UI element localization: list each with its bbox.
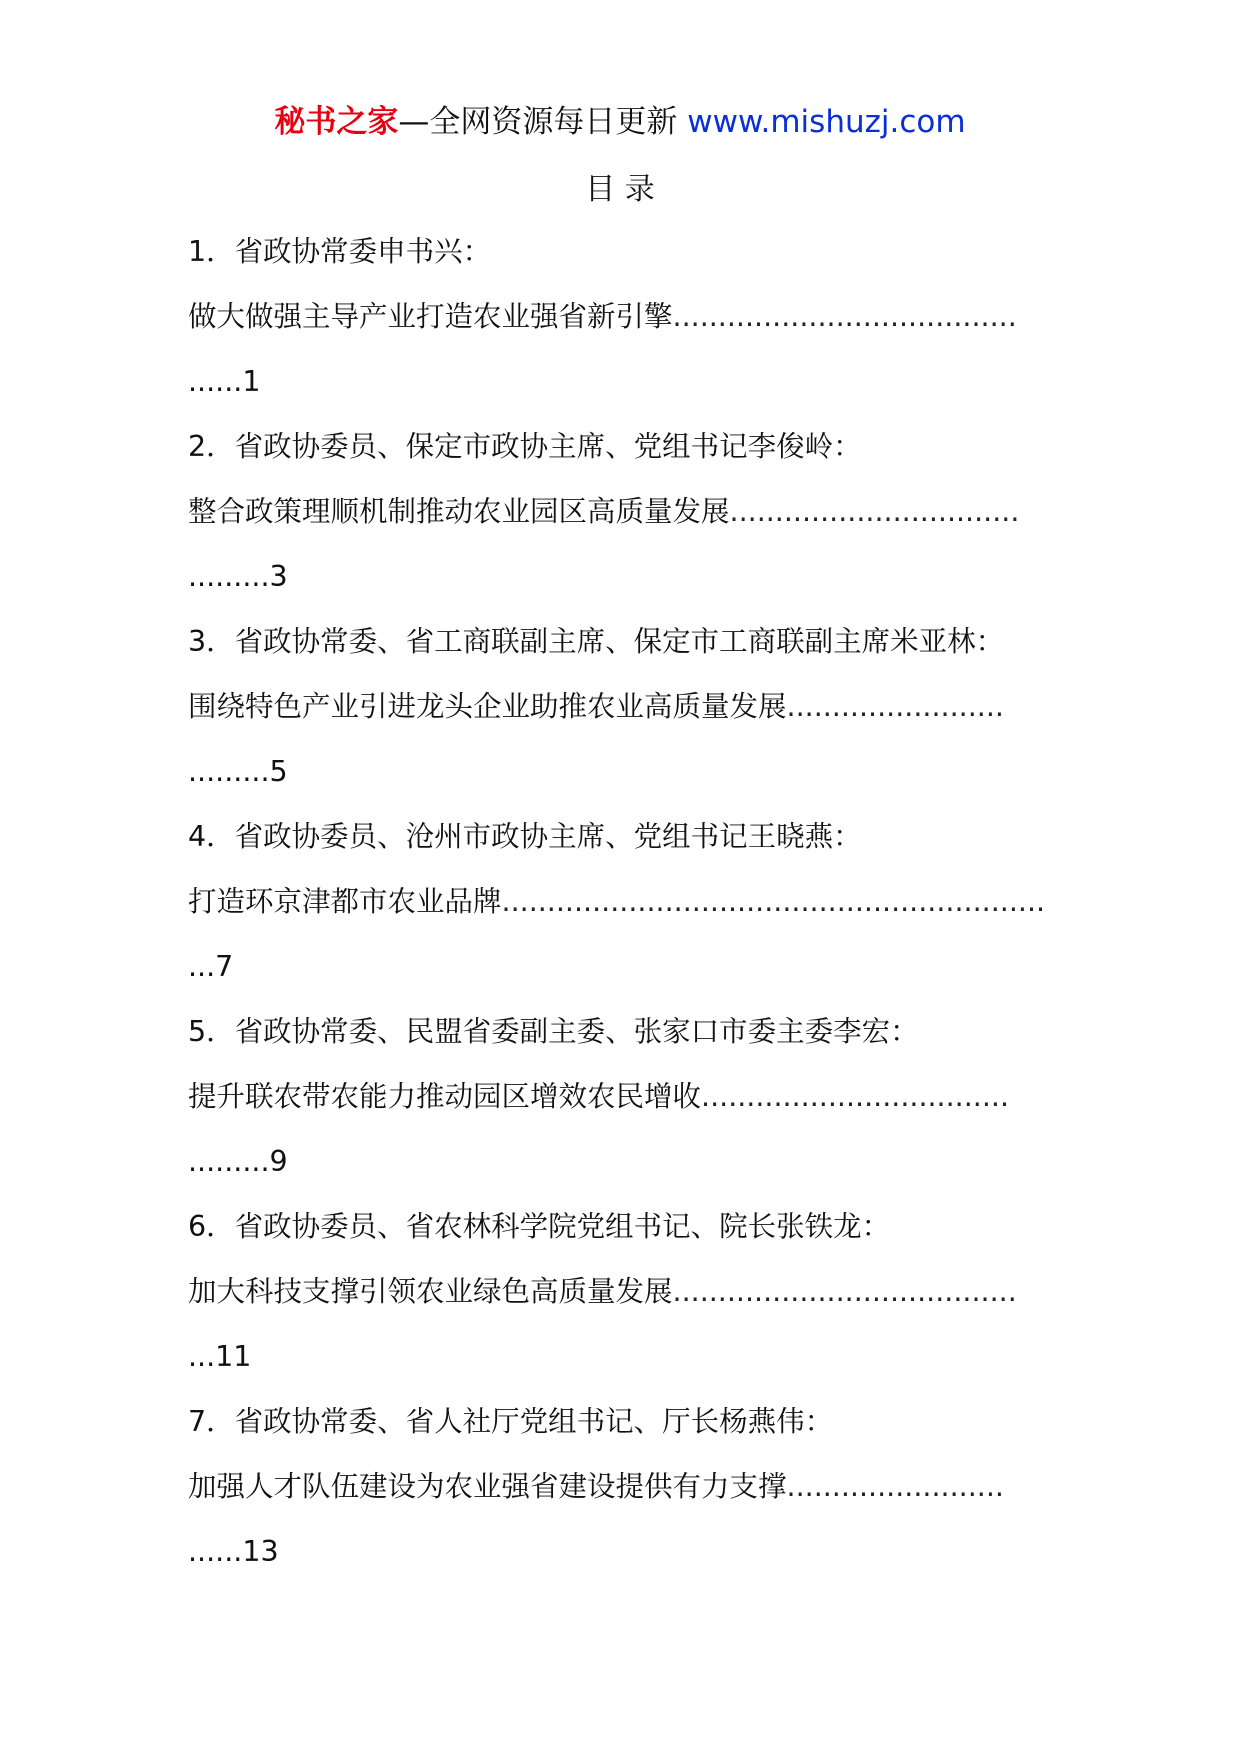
toc-page-number: .........5 (188, 755, 288, 788)
toc-page-number: ...11 (188, 1340, 252, 1373)
toc-dot-leader: ............................................................ (501, 885, 1046, 918)
site-banner (0, 100, 1240, 144)
toc-entry-title-line (188, 880, 1078, 945)
toc-title: 目 录 (585, 172, 655, 207)
toc-entry-title-line (188, 1465, 1078, 1530)
toc-entry-title: 加强人才队伍建设为农业强省建设提供有力支撑 (188, 1470, 787, 1503)
toc-dot-leader: ........................ (786, 690, 1004, 723)
banner-tagline: —全网资源每日更新 (398, 104, 688, 140)
toc-entry-2[interactable] (188, 425, 1078, 620)
toc-entry-title-line (188, 1270, 1078, 1335)
toc-dot-leader: ...................................... (672, 1275, 1017, 1308)
toc-page-number: ......13 (188, 1535, 279, 1568)
brand-name: 秘书之家 (274, 104, 399, 140)
toc-entry-title-line (188, 685, 1078, 750)
toc-entry-title: 打造环京津都市农业品牌 (188, 885, 502, 918)
toc-entry-speaker: 6．省政协委员、省农林科学院党组书记、院长张铁龙： (188, 1210, 891, 1243)
toc-entry-6[interactable] (188, 1205, 1078, 1400)
toc-entry-1[interactable] (188, 230, 1078, 425)
toc-entry-speaker: 1．省政协常委申书兴： (188, 235, 492, 268)
toc-entry-title-line (188, 1075, 1078, 1140)
toc-dot-leader: ...................................... (672, 300, 1017, 333)
toc-dot-leader: ................................ (729, 495, 1020, 528)
toc-entry-5[interactable] (188, 1010, 1078, 1205)
toc-page-number: ...7 (188, 950, 234, 983)
toc-dot-leader: ........................ (786, 1470, 1004, 1503)
toc-page-number: .........3 (188, 560, 288, 593)
toc-entry-title: 提升联农带农能力推动园区增效农民增收 (188, 1080, 702, 1113)
toc-entry-title: 加大科技支撑引领农业绿色高质量发展 (188, 1275, 673, 1308)
table-of-contents (188, 230, 1078, 1595)
toc-entry-speaker: 7．省政协常委、省人社厅党组书记、厅长杨燕伟： (188, 1405, 834, 1438)
toc-entry-title-line (188, 295, 1078, 360)
toc-entry-title: 围绕特色产业引进龙头企业助推农业高质量发展 (188, 690, 787, 723)
toc-entry-title: 整合政策理顺机制推动农业园区高质量发展 (188, 495, 730, 528)
site-url-link[interactable]: www.mishuzj.com (687, 104, 966, 140)
toc-entry-speaker: 2．省政协委员、保定市政协主席、党组书记李俊岭： (188, 430, 862, 463)
toc-dot-leader: .................................. (701, 1080, 1010, 1113)
toc-entry-speaker: 3．省政协常委、省工商联副主席、保定市工商联副主席米亚林： (188, 625, 1005, 658)
toc-entry-speaker: 4．省政协委员、沧州市政协主席、党组书记王晓燕： (188, 820, 862, 853)
toc-entry-title: 做大做强主导产业打造农业强省新引擎 (188, 300, 673, 333)
toc-page-number: .........9 (188, 1145, 288, 1178)
toc-page-number: ......1 (188, 365, 261, 398)
toc-entry-7[interactable] (188, 1400, 1078, 1595)
toc-entry-4[interactable] (188, 815, 1078, 1010)
toc-entry-speaker: 5．省政协常委、民盟省委副主委、张家口市委主委李宏： (188, 1015, 919, 1048)
toc-entry-title-line (188, 490, 1078, 555)
toc-entry-3[interactable] (188, 620, 1078, 815)
